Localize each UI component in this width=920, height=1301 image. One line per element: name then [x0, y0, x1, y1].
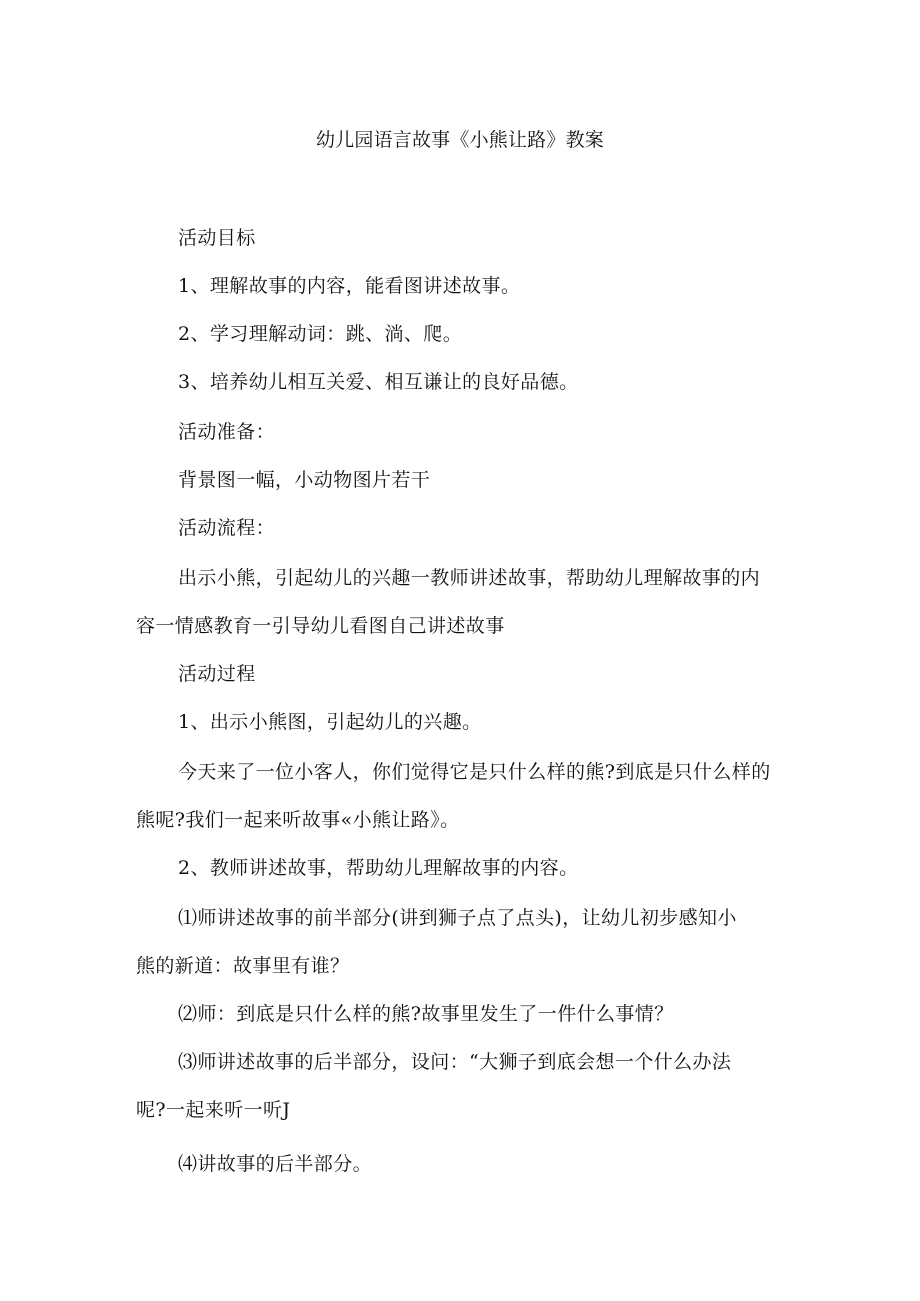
document-title: 幼儿园语言故事《小熊让路》教案: [315, 129, 604, 151]
process-substep-2: ⑵师：到底是只什么样的熊?故事里发生了一件什么事情？: [178, 1003, 674, 1025]
goal-item-1: 1、理解故事的内容，能看图讲述故事。: [178, 275, 521, 297]
heading-activity-flow: 活动流程：: [178, 517, 276, 539]
heading-activity-preparation: 活动准备：: [178, 421, 276, 443]
heading-activity-goals: 活动目标: [178, 227, 256, 249]
process-step-1-text-line-1: 今天来了一位小客人，你们觉得它是只什么样的熊?到底是只什么样的: [178, 761, 771, 783]
process-step-1-text-line-2: 熊呢?我们一起来听故事«小熊让路》。: [136, 809, 460, 831]
process-step-2: 2、教师讲述故事，帮助幼儿理解故事的内容。: [178, 857, 579, 879]
process-substep-3-line-1: ⑶师讲述故事的后半部分，设问：“大狮子到底会想一个什么办法: [178, 1051, 732, 1073]
flow-text-line-2: 容一情感教育一引导幼儿看图自己讲述故事: [136, 615, 505, 637]
process-substep-1-line-2: 熊的新道：故事里有谁？: [136, 955, 350, 977]
preparation-text: 背景图一幅，小动物图片若干: [178, 469, 431, 491]
process-step-1: 1、出示小熊图，引起幼儿的兴趣。: [178, 711, 482, 733]
process-substep-4: ⑷讲故事的后半部分。: [178, 1153, 373, 1175]
goal-item-2: 2、学习理解动词：跳、淌、爬。: [178, 323, 463, 345]
process-substep-3-line-2: 呢?一起来听一听J: [136, 1099, 291, 1121]
goal-item-3: 3、培养幼儿相互关爱、相互谦让的良好品德。: [178, 371, 579, 393]
process-substep-1-line-1: ⑴师讲述故事的前半部分(讲到狮子点了点头)，让幼儿初步感知小: [178, 907, 737, 929]
heading-activity-process: 活动过程: [178, 663, 256, 685]
flow-text-line-1: 出示小熊，引起幼儿的兴趣一教师讲述故事，帮助幼儿理解故事的内: [178, 567, 761, 589]
